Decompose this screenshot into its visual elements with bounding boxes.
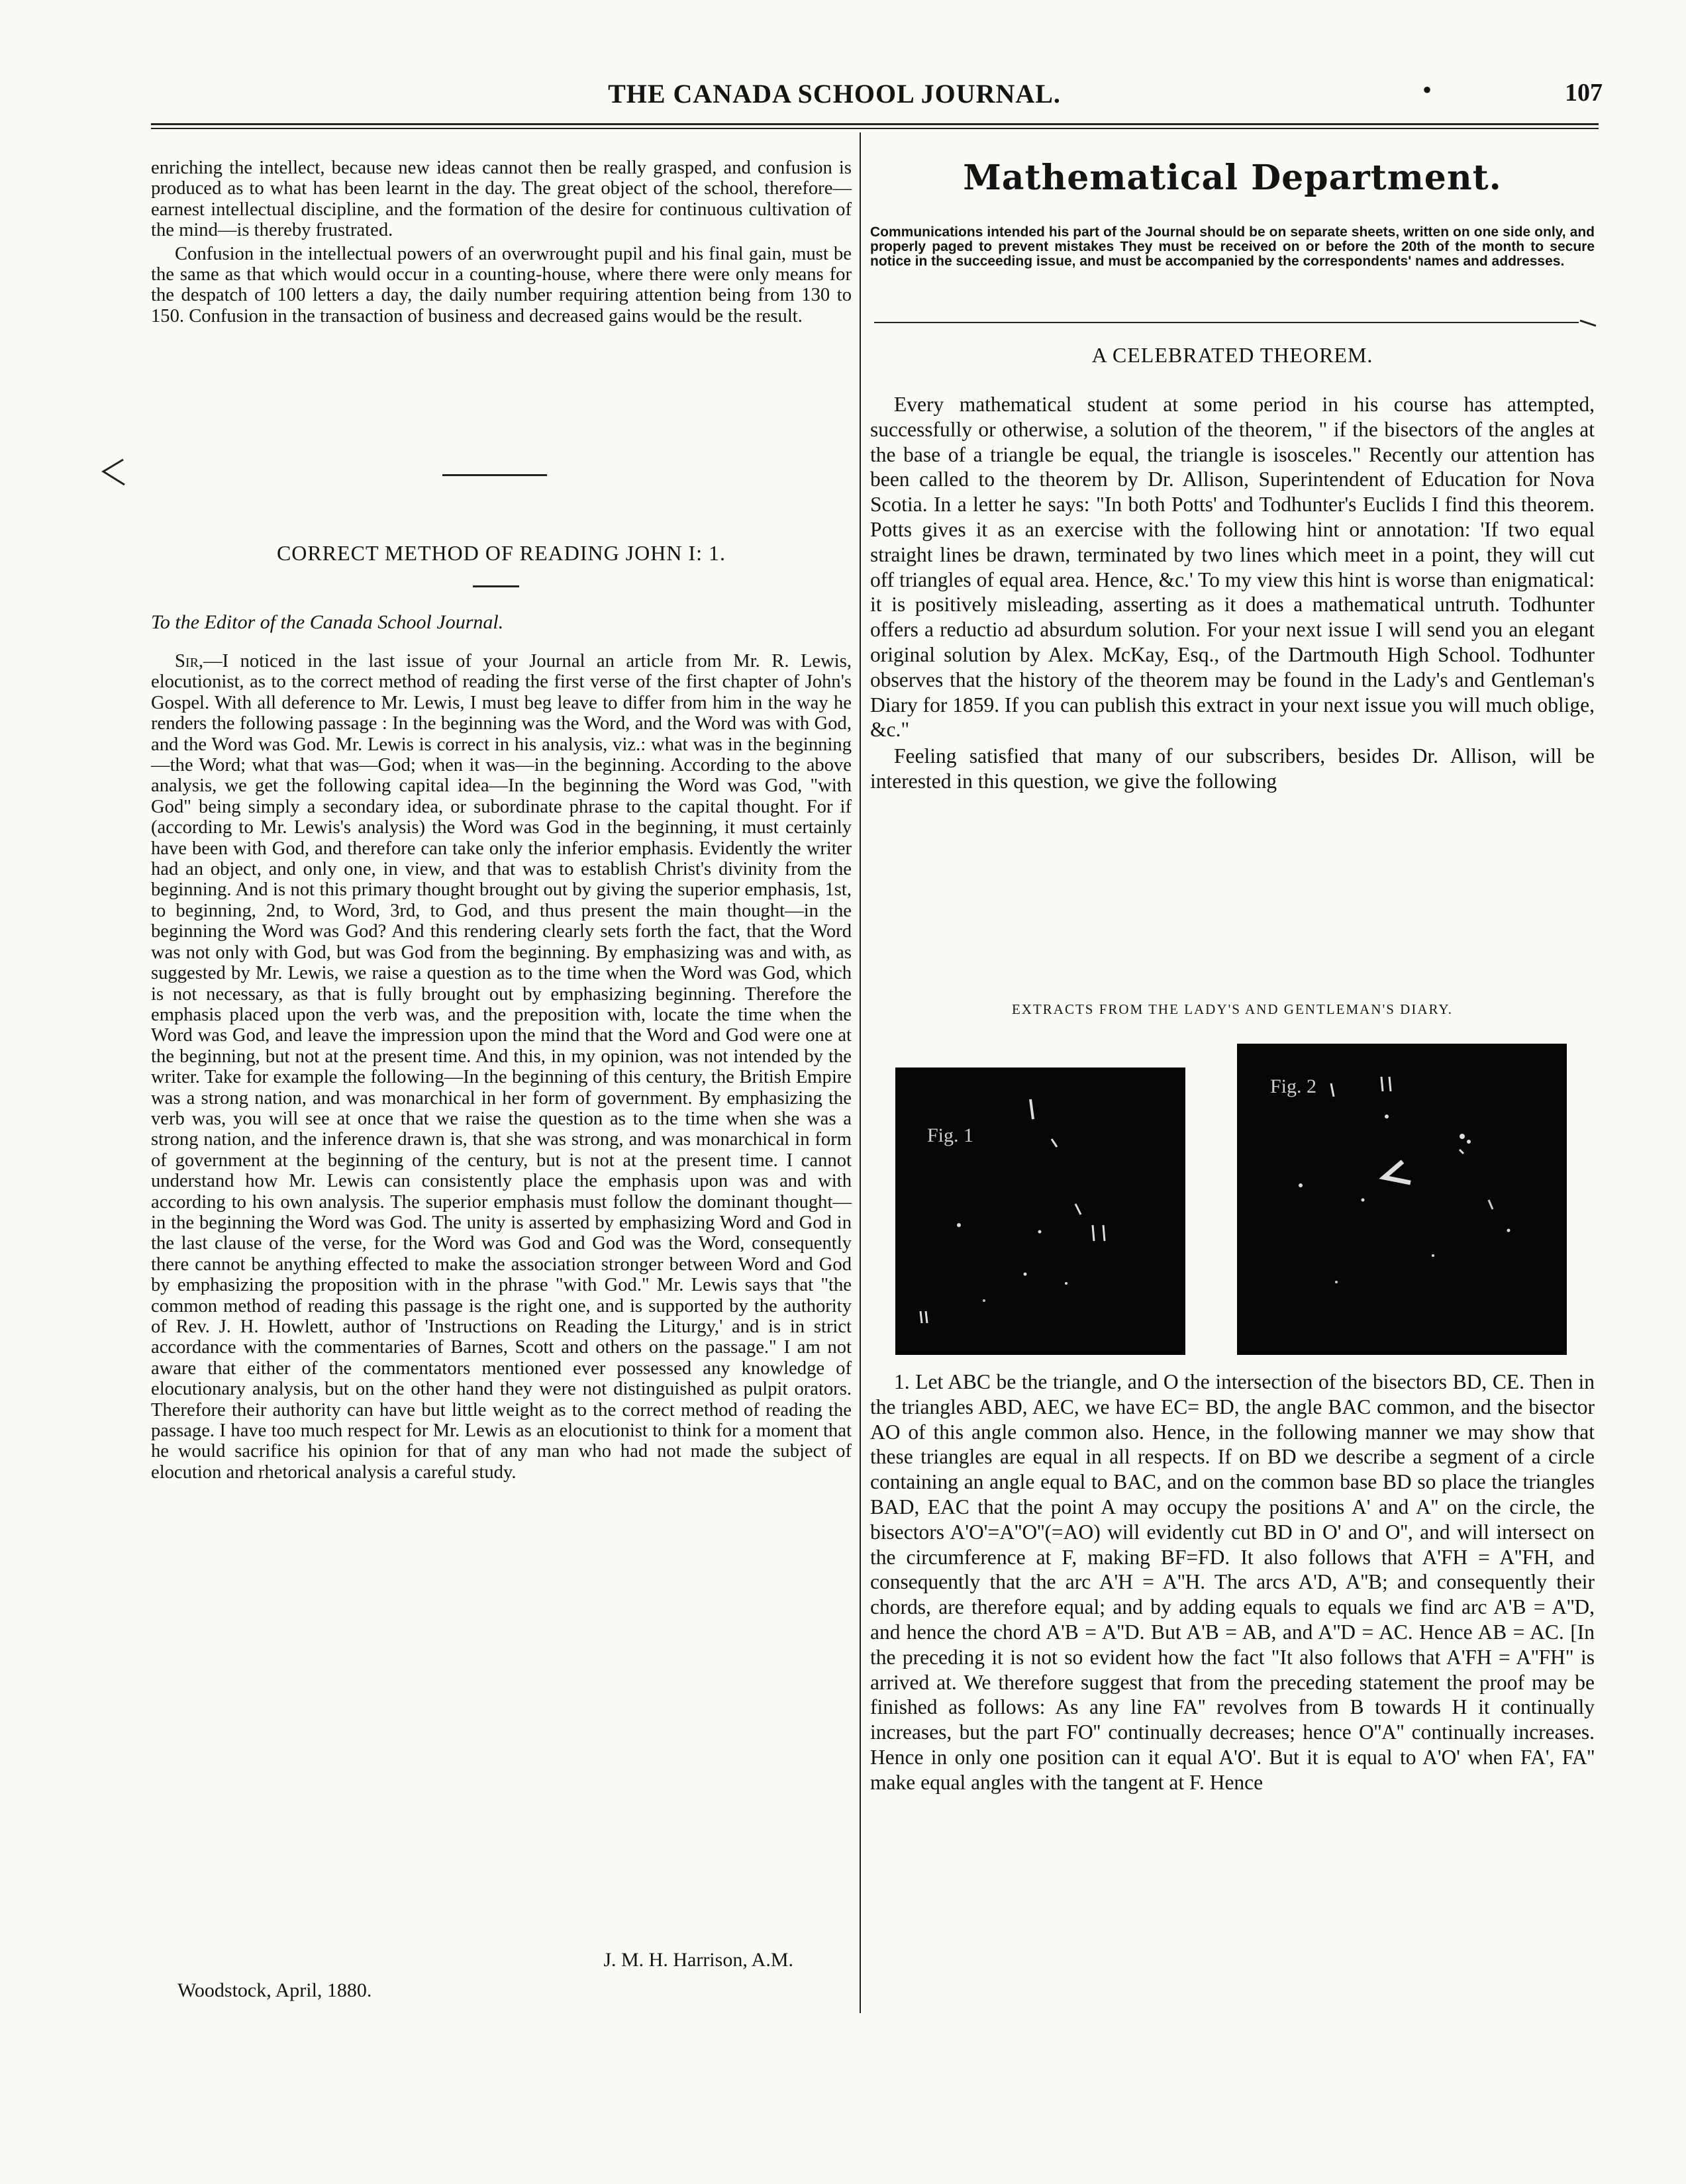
letter-text: ,—I noticed in the last issue of your Journal an article from Mr. R. Lewis, elocutionist, as to the correct method of reading the first verse of the first chapter of John's Gospel. With all deference to Mr. Lewis, I must beg leave to differ from him in the way he renders the following passage : In the beginning was the Word, and the Word was with God, and the Word was God. Mr. Lewis is correct in his analysis, viz.: what was in the beginning—the Word; what that was—God; when it was—in the beginning. According to the above analysis, we get the following capital idea—In the beginning the Word was God, "with God" being simply a secondary idea, or subordinate phrase to the capital thought. For if (according to Mr. Lewis's analysis) the Word was God in the beginning, it must certainly have been with God, and therefore can take only the inferior emphasis. Evidently the writer had an object, and only one, in view, and that was to establish Christ's divinity from the beginning. And is not this primary thought brought out by giving the superior emphasis, 1st, to beginning, 2nd, to Word, 3rd, to God, and thus present the main thought—in the beginning the Word was God? And this rendering clearly sets forth the fact, that the Word was not only with God, but was God from the beginning. By emphasizing was and with, as suggested by Mr. Lewis, we raise a question as to the time when the Word was God, which is not necessary, as that is fully brought out by emphasizing beginning. Therefore the emphasis placed upon the verb was, and the preposition with, locate the time when the Word was God, and leave the impression upon the mind that the Word and God were one at the beginning, but not at the present time. And this, in my opinion, was not intended by the writer. Take for example the following—In the beginning of this century, the British Empire was a strong nation, and was monarchical in her form of government. By emphasizing the verb was, you will see at once that we raise the question as to the time when she was a strong nation, and the inference drawn is, that she was strong, and was monarchical in form of government at the beginning of the century, but is not at the present time. I cannot understand how Mr. Lewis can consistently place the emphasis upon was and with according to his own analysis. The superior emphasis must follow the dominant thought—in the beginning the Word was God. The unity is asserted by emphasizing Word and God in the last clause of the verse, for the Word was God and God was the Word, consequently there cannot be anything effected to make the association stronger between Word and God by emphasizing the proposition with in the phrase "with God." Mr. Lewis says that "the common method of reading this passage is the right one, and is supported by the authority of Rev. J. H. Howlett, author of 'Instructions on Reading the Liturgy,' and is in strict accordance with the commentaries of Barnes, Scott and others on the passage." I am not aware that either of the commentators mentioned ever possessed any knowledge of elocutionary analysis, but on the other hand they were not distinguished as pulpit orators. Therefore their authority can have but little weight as to the correct method of reading the passage. I have too much respect for Mr. Lewis as an elocutionist to think for a moment that he would sacrifice his opinion for that of any man who had not made the subject of elocution and rhetorical analysis a careful study. bbox=[151, 651, 852, 1483]
editor-address: To the Editor of the Canada School Journal. bbox=[151, 611, 504, 633]
paragraph: Every mathematical student at some period in his course has attempted, successfully or otherwise, a solution of the theorem, " if the bisectors of the angles at the base of a triangle be equal, the triangle is isosceles." Recently our attention has been called to the theorem by Dr. Allison, Superintendent of Education for Nova Scotia. In a letter he says: "In both Potts' and Todhunter's Euclids I find this theorem. Potts gives it as an exercise with the following hint or annotation: 'If two equal straight lines be drawn, terminated by two lines which meet in a point, they will cut off triangles of equal area. Hence, &c.' To my view this hint is worse than enigmatical: it is positively misleading, asserting as it does a mathematical untruth. Todhunter offers a reductio ad absurdum solution. For your next issue I will send you an elegant original solution by Alex. McKay, Esq., of the Dartmouth High School. Todhunter observes that the history of the theorem may be found in the Lady's and Gentleman's Diary for 1859. If you can publish this extract in your next issue you will much oblige, &c." bbox=[870, 393, 1595, 742]
note-rule-mark bbox=[1579, 318, 1599, 332]
title-underline bbox=[473, 585, 519, 587]
department-title: Mathematical Department. bbox=[963, 158, 1502, 198]
page-number: 107 bbox=[1565, 79, 1603, 107]
dateline: Woodstock, April, 1880. bbox=[177, 1979, 372, 2001]
header-rule-top bbox=[151, 123, 1599, 125]
margin-mark bbox=[98, 456, 127, 493]
letter-body bbox=[151, 651, 852, 1483]
theorem-intro bbox=[870, 392, 1595, 794]
article-title: CORRECT METHOD OF READING JOHN I: 1. bbox=[276, 541, 726, 565]
section-divider bbox=[442, 474, 547, 476]
figure-2 bbox=[1237, 1044, 1567, 1355]
figure-2-label: Fig. 2 bbox=[1270, 1075, 1317, 1097]
paragraph: enriching the intellect, because new ideas cannot then be really grasped, and confusion is produced as to what has been learnt in the day. The great object of the school, therefore—earnest intellectual discipline, and the formation of the desire for continuous cultivation of the mind—is thereby frustrated. bbox=[151, 158, 852, 241]
header-rule-bottom bbox=[151, 128, 1599, 129]
column-divider bbox=[860, 132, 861, 2013]
paragraph: Confusion in the intellectual powers of an overwrought pupil and his final gain, must be the same as that which would occur in a counting-house, where there were only means for the despatch of 100 letters a day, the daily number requiring attention being from 130 to 150. Confusion in the transaction of business and decreased gains would be the result. bbox=[151, 243, 852, 326]
figure-1 bbox=[895, 1067, 1185, 1355]
paragraph: Feeling satisfied that many of our subscribers, besides Dr. Allison, will be interested in this question, we give the following bbox=[870, 744, 1595, 793]
extracts-heading: EXTRACTS FROM THE LADY'S AND GENTLEMAN'S DIARY. bbox=[1011, 1001, 1454, 1017]
left-article-continuation bbox=[151, 158, 852, 326]
theorem-title: A CELEBRATED THEOREM. bbox=[1091, 343, 1373, 367]
salutation: Sir bbox=[175, 651, 199, 671]
signature: J. M. H. Harrison, A.M. bbox=[603, 1949, 793, 1971]
paragraph: 1. Let ABC be the triangle, and O the intersection of the bisectors BD, CE. Then in the triangles ABD, AEC, we have EC= BD, the angle BAC common, and the bisector AO of this angle common also. Hence, in the following manner we may show that these triangles are equal in all respects. If on BD we describe a segment of a circle containing an angle equal to BAC, and on the common base BD so place the triangles BAD, EAC that the point A may occupy the positions A' and A'' on the circle, the bisectors A'O'=A''O''(=AO) will evidently cut BD in O' and O'', and will intersect on the circumference at F, making BF=FD. It also follows that A'FH = A''FH, and consequently that the arc A'H = A''H. The arcs A'D, A''B; and consequently their chords, are therefore equal; and by adding equals to equals we find arc A'B = A''D, and hence the chord A'B = A''D. But A'B = AB, and A''D = AC. Hence AB = AC. [In the preceding it is not so evident how the fact "It also follows that A'FH = A''FH" is arrived at. We therefore suggest that from the preceding statement the proof may be finished as follows: As any line FA'' revolves from B towards H it continually increases, but the part FO'' continually decreases; hence O''A'' continually increases. Hence in only one position can it equal A'O'. But it is equal to A'O' when FA', FA'' make equal angles with the tangent at F. Hence bbox=[870, 1370, 1595, 1794]
header-bullet: • bbox=[1422, 75, 1432, 105]
submission-note bbox=[870, 225, 1595, 269]
submission-note-text: Communications intended his part of the Journal should be on separate sheets, written on one side only, and properly paged to prevent mistakes They must be received on or before the 20th of the month to secure notice in the succeeding issue, and must be accompanied by the correspondents' names and addresses. bbox=[870, 224, 1595, 269]
note-rule bbox=[874, 322, 1579, 323]
journal-title: THE CANADA SCHOOL JOURNAL. bbox=[608, 79, 1061, 109]
figure-1-label: Fig. 1 bbox=[927, 1124, 974, 1146]
theorem-solution bbox=[870, 1369, 1595, 1795]
